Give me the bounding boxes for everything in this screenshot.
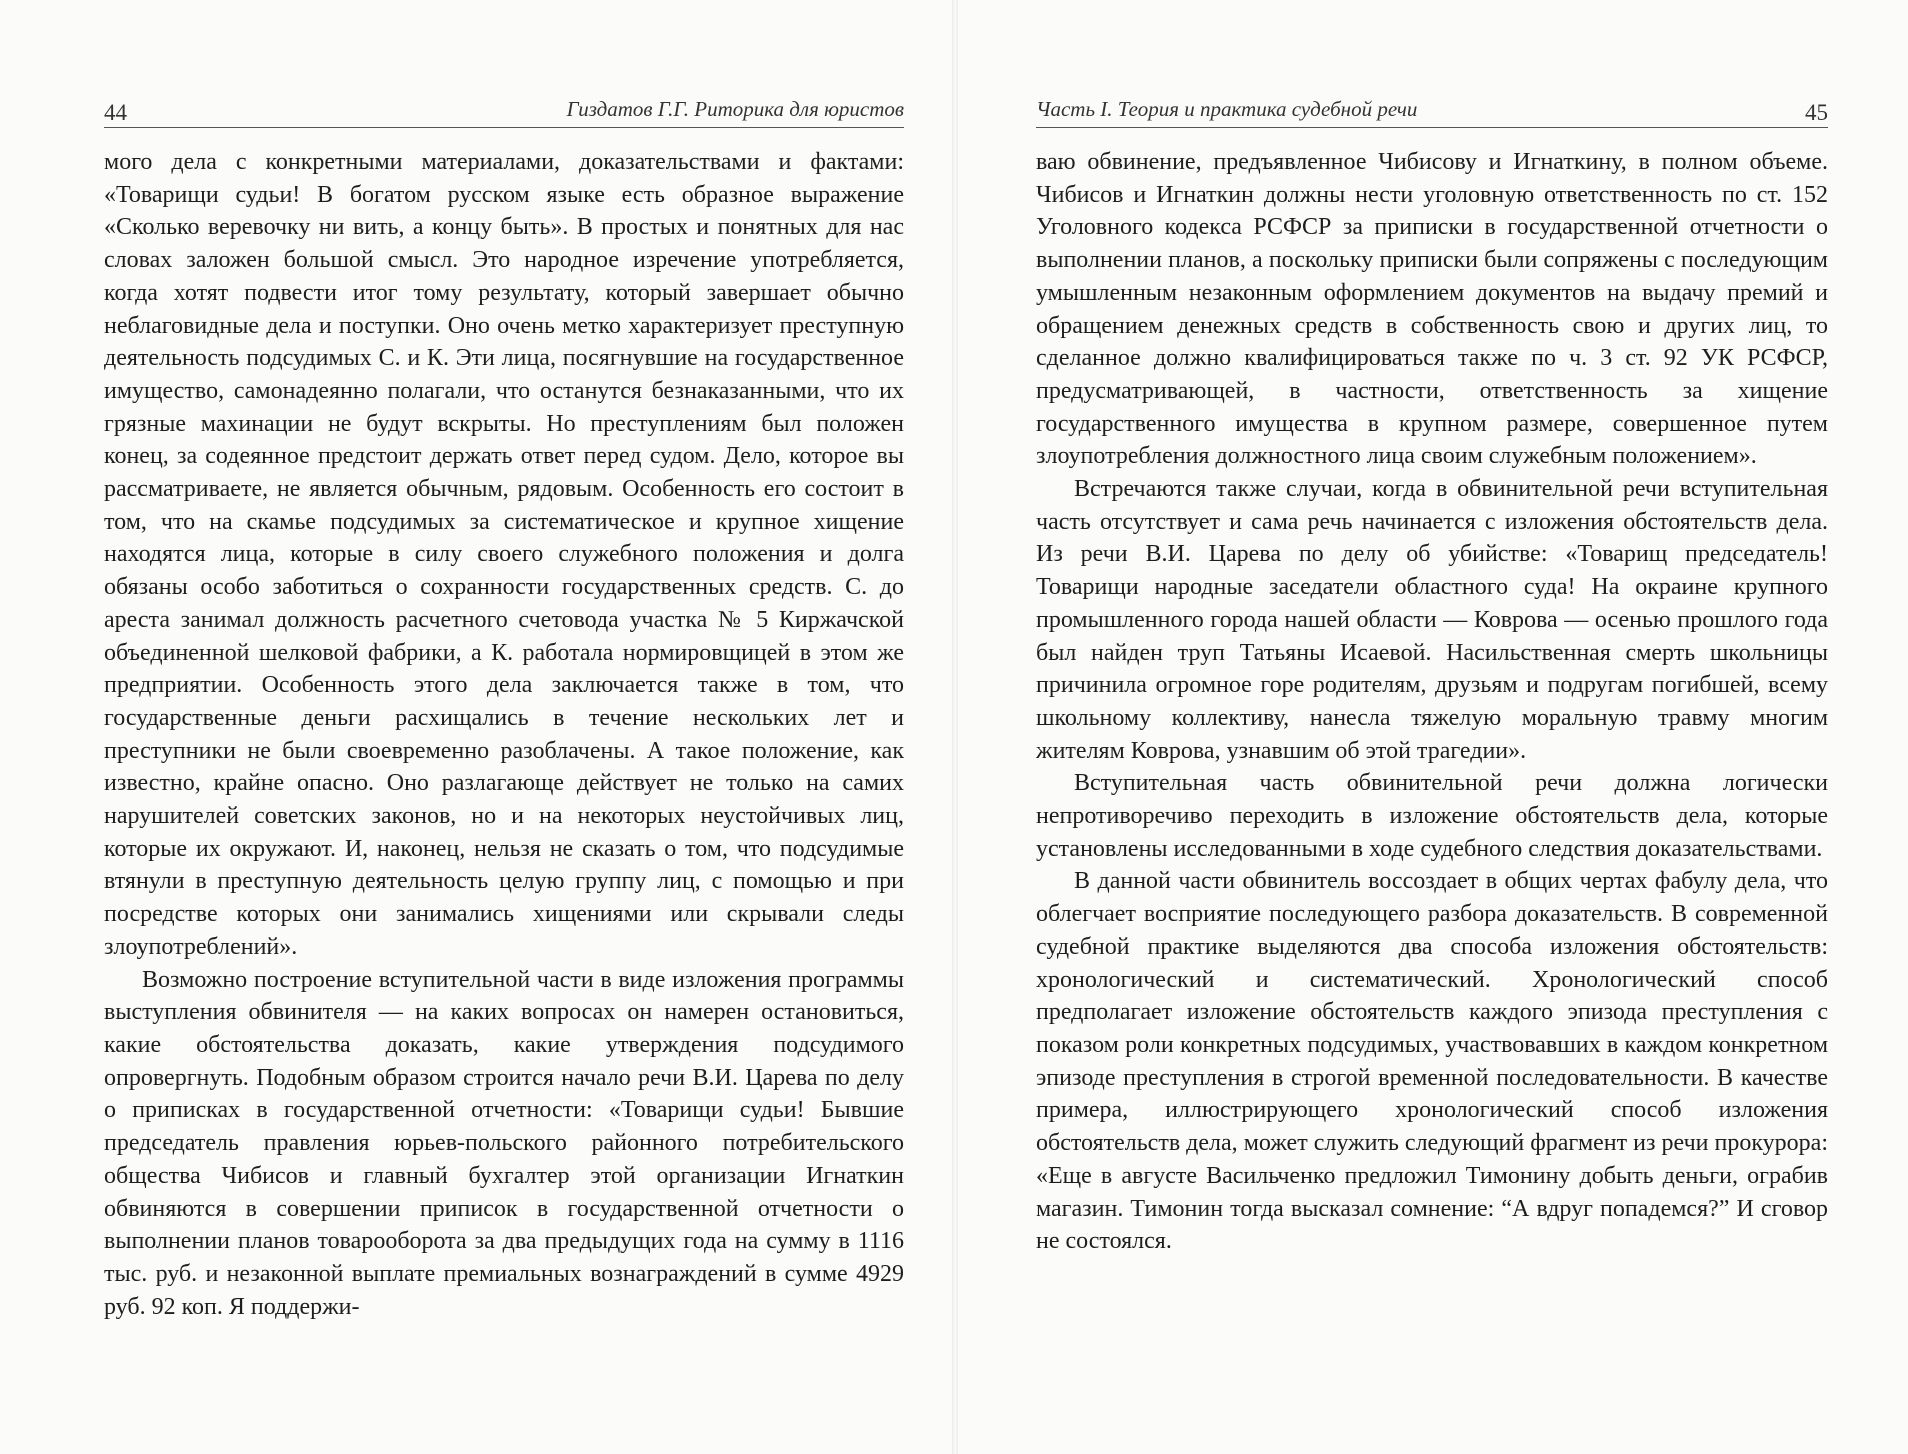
paragraph: Встречаются также случаи, когда в обвинительной речи вступительная часть отсутствует и сама речь начинается с изложения обстоятельств дела. Из речи В.И. Царева по делу об убийстве: «Товарищ председатель! Товарищи народные заседатели областного суда! На окраине крупного промышленного города нашей области — Коврова — осенью прошлого года был найден труп Татьяны Исаевой. Насильственная смерть школьницы причинила огромное горе родителям, друзьям и подругам погибшей, всему школьному коллективу, нанесла тяжелую моральную травму многим жителям Коврова, узнавшим об этой трагедии».: [1036, 476, 1828, 764]
header-divider: [1036, 127, 1828, 128]
page-body: [104, 146, 904, 1323]
page-number: 45: [1805, 100, 1828, 125]
page-number: 44: [104, 100, 127, 125]
paragraph: Вступительная часть обвинительной речи должна логически непротиворечиво переходить в изложение обстоятельств дела, которые установлены исследованными в ходе судебного следствия доказательствами.: [1036, 770, 1828, 862]
right-page: [958, 0, 1858, 1454]
page-body: [1036, 146, 1828, 1258]
paragraph: В данной части обвинитель воссоздает в общих чертах фабулу дела, что облегчает восприятие последующего разбора доказательств. В современной судебной практике выделяются два способа изложения обстоятельств: хронологический и систематический. Хронологический способ предполагает изложение обстоятельств каждого эпизода преступления с показом роли конкретных подсудимых, участвовавших в каждом конкретном эпизоде преступления в строгой временной последовательности. В качестве примера, иллюстрирующего хронологический способ изложения обстоятельств дела, может служить следующий фрагмент из речи прокурора: «Еще в августе Васильченко предложил Тимонину добыть деньги, ограбив магазин. Тимонин тогда высказал сомнение: “А вдруг попадемся?” И сговор не состоялся.: [1036, 868, 1828, 1255]
header-divider: [104, 127, 904, 128]
running-head: Часть I. Теория и практика судебной речи: [1036, 97, 1418, 121]
paragraph: мого дела с конкретными материалами, доказательствами и фактами: «Товарищи судьи! В богатом русском языке есть образное выражение «Сколько веревочку ни вить, а концу быть». В простых и понятных для нас словах заложен большой смысл. Это народное изречение употребляется, когда хотят подвести итог тому результату, который завершает обычно неблаговидные дела и поступки. Оно очень метко характеризует преступную деятельность подсудимых С. и К. Эти лица, посягнувшие на государственное имущество, самонадеянно полагали, что останутся безнаказанными, что их грязные махинации не будут вскрыты. Но преступлениям был положен конец, за содеянное предстоит держать ответ перед судом. Дело, которое вы рассматриваете, не является обычным, рядовым. Особенность его состоит в том, что на скамье подсудимых за систематическое и крупное хищение находятся лица, которые в силу своего служебного положения и долга обязаны особо заботиться о сохранности государственных средств. С. до ареста занимал должность расчетного счетовода участка № 5 Киржачской объединенной шелковой фабрики, а К. работала нормировщицей в этом же предприятии. Особенность этого дела заключается также в том, что государственные деньги расхищались в течение нескольких лет и преступники не были своевременно разоблачены. А такое положение, как известно, крайне опасно. Оно разлагающе действует не только на самих нарушителей советских законов, но и на некоторых неустойчивых лиц, которые их окружают. И, наконец, нельзя не сказать о том, что подсудимые втянули в преступную деятельность целую группу лиц, с помощью и при посредстве которых они занимались хищениями или скрывали следы злоупотреблений».: [104, 149, 904, 960]
paragraph: ваю обвинение, предъявленное Чибисову и Игнаткину, в полном объеме. Чибисов и Игнаткин должны нести уголовную ответственность по ст. 152 Уголовного кодекса РСФСР за приписки в государственной отчетности о выполнении планов, а поскольку приписки были сопряжены с последующим умышленным незаконным оформлением документов на выдачу премий и обращением денежных средств в собственность свою и других лиц, то сделанное должно квалифицироваться также по ч. 3 ст. 92 УК РСФСР, предусматривающей, в частности, ответственность за хищение государственного имущества в крупном размере, совершенное путем злоупотребления должностного лица своим служебным положением».: [1036, 149, 1828, 470]
running-head: Гиздатов Г.Г. Риторика для юристов: [566, 97, 904, 121]
paragraph: Возможно построение вступительной части в виде изложения программы выступления обвинителя — на каких вопросах он намерен остановиться, какие обстоятельства доказать, какие утверждения подсудимого опровергнуть. Подобным образом строится начало речи В.И. Царева по делу о приписках в государственной отчетности: «Товарищи судьи! Бывшие председатель правления юрьев-польского районного потребительского общества Чибисов и главный бухгалтер этой организации Игнаткин обвиняются в совершении приписок в государственной отчетности о выполнении планов товарооборота за два предыдущих года на сумму в 1116 тыс. руб. и незаконной выплате премиальных вознаграждений в сумме 4929 руб. 92 коп. Я поддержи-: [104, 966, 904, 1320]
page-header: [1036, 88, 1828, 128]
page-header: [104, 88, 904, 128]
left-page: [0, 0, 904, 1454]
